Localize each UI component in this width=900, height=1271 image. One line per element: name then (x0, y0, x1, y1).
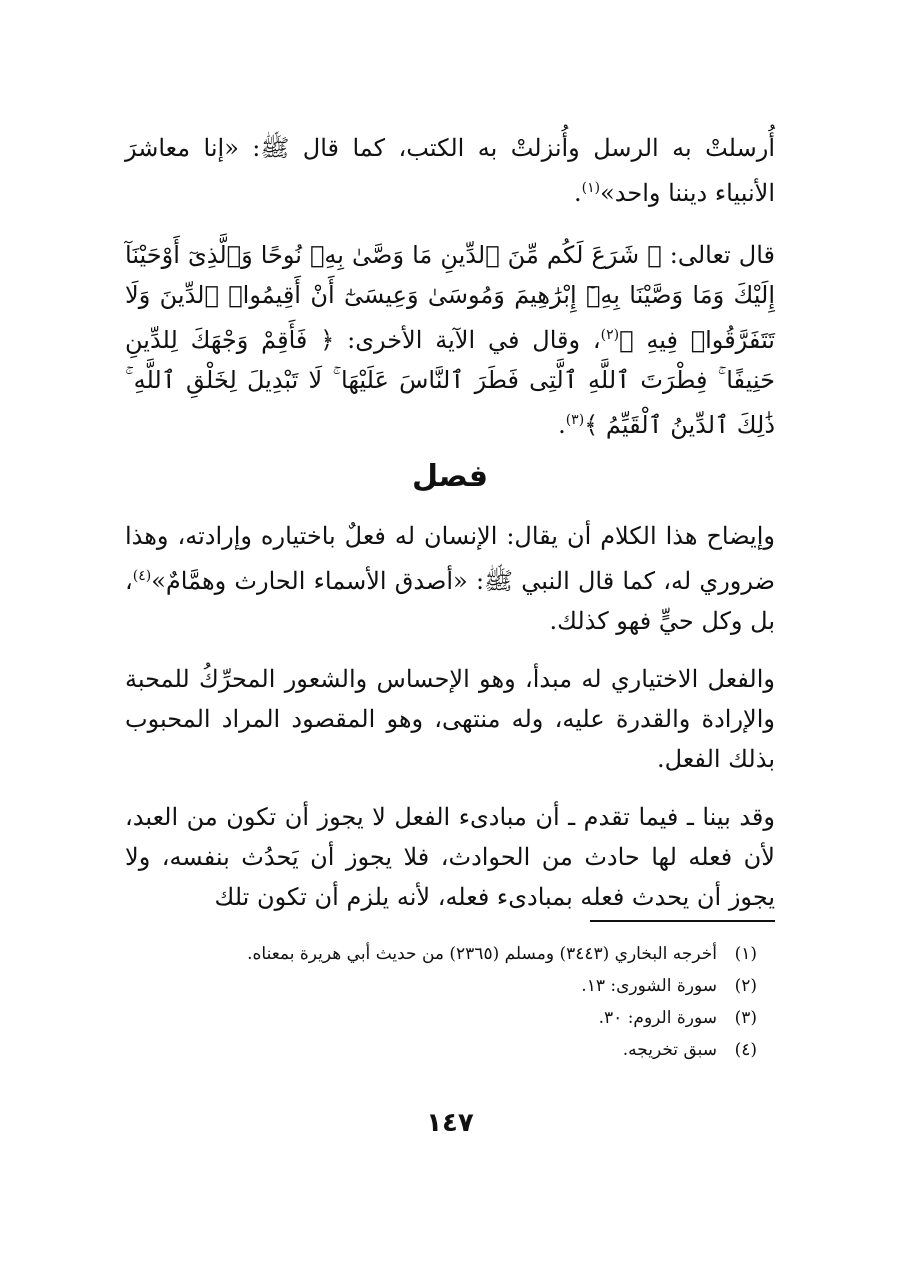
footnote-divider (590, 920, 775, 922)
footnotes (125, 938, 775, 1066)
footnote-2 (125, 970, 775, 1002)
page-body (125, 128, 775, 917)
paragraph-1-text: أُرسلتْ به الرسل وأُنزلتْ به الكتب، كما قال ﷺ: «إنا معاشرَ الأنبياء ديننا واحد» (125, 134, 775, 207)
paragraph-1 (125, 128, 775, 213)
paragraph-2-intro: قال تعالى: (661, 241, 776, 269)
footnote-1 (125, 938, 775, 970)
paragraph-5: وقد بينا ـ فيما تقدم ـ أن مبادىء الفعل لا يجوز أن تكون من العبد، لأن فعله لها حادث من الحوادث، فلا يجوز أن يَحدُث بنفسه، ولا يجوز أن يحدث فعله بمبادىء فعله، لأنه يلزم أن تكون تلك (125, 803, 775, 911)
paragraph-1-end: . (573, 179, 582, 207)
footnote-text: سورة الشورى: ١٣. (581, 976, 717, 996)
page-number: ١٤٧ (426, 1108, 474, 1138)
footnote-ref-4[interactable]: (٤) (132, 568, 152, 584)
paragraph-2-end: . (558, 411, 566, 439)
footnote-number: (٤) (734, 1040, 757, 1060)
footnote-text: سبق تخريجه. (622, 1040, 717, 1060)
footnote-number: (١) (734, 944, 757, 964)
quran-verse-rum: ﴿ فَأَقِمْ وَجْهَكَ لِلدِّينِ حَنِيفًا ۚ فِطْرَتَ ٱللَّهِ ٱلَّتِى فَطَرَ ٱلنَّاسَ عَلَيْهَا ۚ لَا تَبْدِيلَ لِخَلْقِ ٱللَّهِ ۚ ذَٰلِكَ ٱلدِّينُ ٱلْقَيِّمُ ﴾ (125, 326, 775, 439)
footnote-number: (٣) (734, 1008, 757, 1028)
paragraph-3 (125, 516, 775, 641)
footnote-3 (125, 1002, 775, 1034)
footnote-4 (125, 1034, 775, 1066)
footnote-text: أخرجه البخاري (٣٤٤٣) ومسلم (٢٣٦٥) من حديث أبي هريرة بمعناه. (247, 944, 717, 964)
paragraph-4: والفعل الاختياري له مبدأ، وهو الإحساس والشعور المحرِّكُ للمحبة والإرادة والقدرة عليه، وله منتهى، وهو المقصود المراد المحبوب بذلك الفعل. (125, 665, 775, 773)
footnote-text: سورة الروم: ٣٠. (598, 1008, 717, 1028)
footnote-number: (٢) (734, 976, 757, 996)
footnote-ref-3[interactable]: (٣) (565, 412, 585, 428)
footnote-ref-1[interactable]: (١) (581, 180, 601, 196)
quran-verse-shura: ﴿ شَرَعَ لَكُم مِّنَ ٱلدِّينِ مَا وَصَّىٰ بِهِۦ نُوحًا وَٱلَّذِىٓ أَوْحَيْنَآ إِلَيْكَ وَمَا وَصَّيْنَا بِهِۦٓ إِبْرَٰهِيمَ وَمُوسَىٰ وَعِيسَىٰٓ أَنْ أَقِيمُوا۟ ٱلدِّينَ وَلَا تَتَفَرَّقُوا۟ فِيهِ ﴾ (125, 241, 775, 354)
section-heading: فصل (412, 459, 488, 494)
footnote-ref-2[interactable]: (٢) (600, 327, 620, 343)
paragraph-3-end: ، بل وكل حيٍّ فهو كذلك. (125, 567, 775, 635)
paragraph-3-text: وإيضاح هذا الكلام أن يقال: الإنسان له فعلٌ باختياره وإرادته، وهذا ضروري له، كما قال النبي ﷺ: «أصدق الأسماء الحارث وهمَّامٌ» (125, 522, 775, 595)
paragraph-2-mid: ، وقال في الآية الأخرى: (334, 326, 601, 354)
paragraph-2 (125, 235, 775, 445)
